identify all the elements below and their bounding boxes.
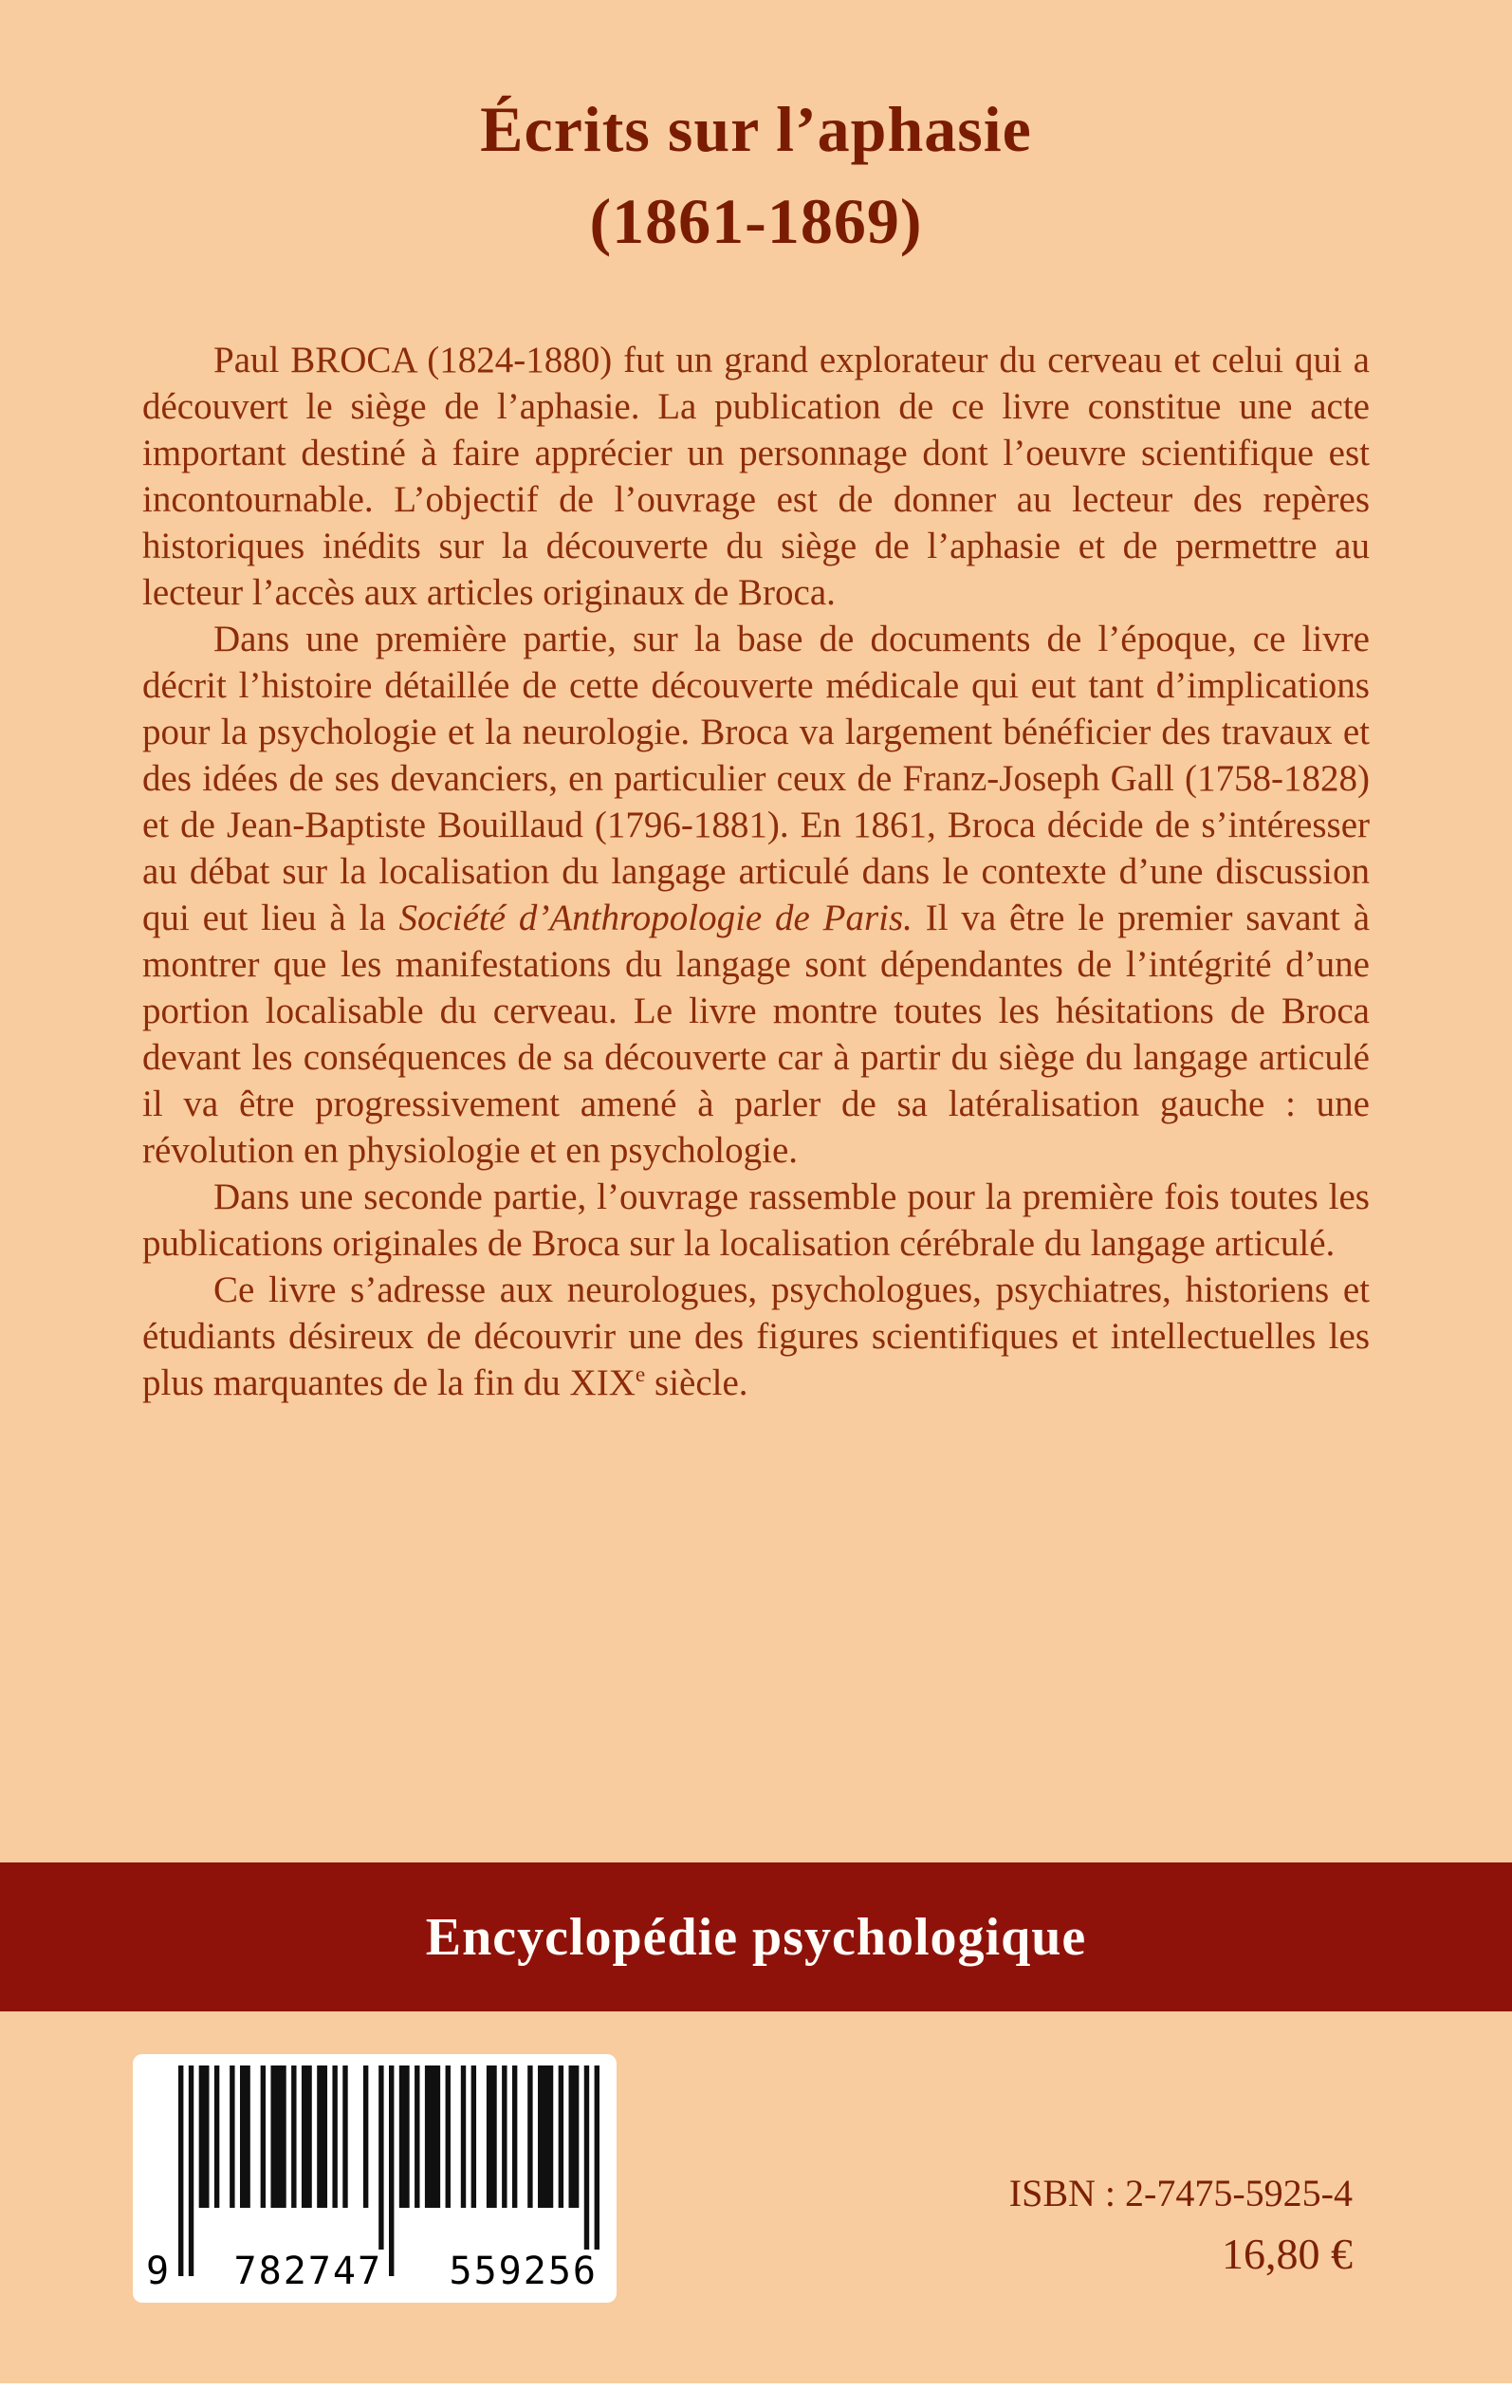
superscript-text: e	[635, 1362, 646, 1388]
barcode-digit-group: 559256	[444, 2250, 604, 2293]
body-paragraph	[142, 616, 1370, 1174]
barcode-digit-group: 782747	[229, 2250, 389, 2293]
series-name: Encyclopédie psychologique	[425, 1907, 1087, 1967]
body-paragraph	[142, 1174, 1370, 1267]
text-run: Ce livre s’adresse aux neurologues, psychologues, psychiatres, historiens et étudiants désireux de découvrir une des figures scientifiques et intellectuelles les plus marquantes de la fin du XIX	[142, 1269, 1370, 1404]
isbn-price-block	[1009, 2171, 1353, 2279]
book-title-line1: Écrits sur l’aphasie	[480, 93, 1032, 165]
book-title	[0, 0, 1512, 267]
barcode-number	[146, 2250, 603, 2293]
text-run: Dans une première partie, sur la base de documents de l’époque, ce livre décrit l’histoire détaillée de cette découverte médicale qui eut tant d’implications pour la psychologie et la neurologie. Broca va largement bénéficier des travaux et des idées de ses devanciers, en particulier ceux de Franz-Joseph Gall (1758-1828) et de Jean-Baptiste Bouillaud (1796-1881). En 1861, Broca décide de s’intéresser au débat sur la localisation du langage articulé dans le contexte d’une discussion qui eut lieu à la	[142, 619, 1370, 939]
price-text: 16,80 €	[1222, 2230, 1353, 2278]
body-paragraph	[142, 1267, 1370, 1406]
series-band	[0, 1862, 1512, 2011]
text-run: Dans une seconde partie, l’ouvrage rassemble pour la première fois toutes les publications originales de Broca sur la localisation cérébrale du langage articulé.	[142, 1176, 1370, 1265]
synopsis	[142, 337, 1370, 1406]
book-title-line2: (1861-1869)	[589, 184, 923, 257]
bottom-margin-strip	[0, 2383, 1512, 2408]
text-run: Il va être le premier savant à montrer que les manifestations du langage sont dépendantes de l’intégrité d’une portion localisable du cerveau. Le livre montre toutes les hésitations de Broca devant les conséquences de sa découverte car à partir du siège du langage articulé il va être progressivement amené à parler de sa latéralisation gauche : une révolution en physiologie et en psychologie.	[142, 898, 1371, 1172]
barcode-digit-group: 9	[146, 2250, 172, 2293]
barcode	[133, 2054, 617, 2303]
body-paragraph	[142, 337, 1370, 616]
text-run: siècle.	[645, 1362, 748, 1404]
italic-text: Société d’Anthropologie de Paris.	[398, 898, 913, 939]
isbn-text: ISBN : 2-7475-5925-4	[1008, 2172, 1353, 2214]
text-run: Paul BROCA (1824-1880) fut un grand explorateur du cerveau et celui qui a découvert le siège de l’aphasie. La publication de ce livre constitue une acte important destiné à faire apprécier un personnage dont l’oeuvre scientifique est incontournable. L’objectif de l’ouvrage est de donner au lecteur des repères historiques inédits sur la découverte du siège de l’aphasie et de permettre au lecteur l’accès aux articles originaux de Broca.	[142, 340, 1370, 614]
